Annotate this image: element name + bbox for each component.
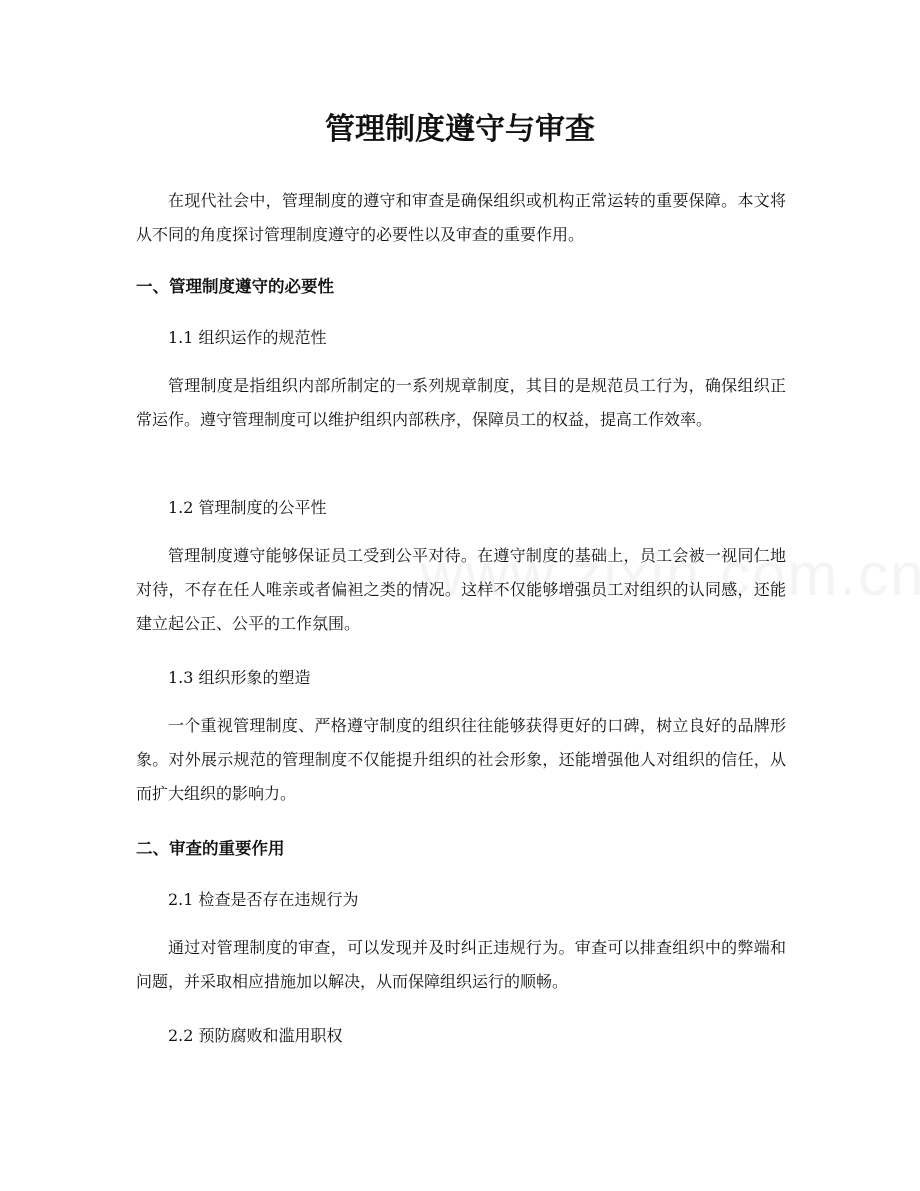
subsection-2-1-text: 通过对管理制度的审查，可以发现并及时纠正违规行为。审查可以排查组织中的弊端和问题，并采取相应措施加以解决，从而保障组织运行的顺畅。 [136,938,786,991]
intro-paragraph: 在现代社会中，管理制度的遵守和审查是确保组织或机构正常运转的重要保障。本文将从不同的角度探讨管理制度遵守的必要性以及审查的重要作用。 [136,191,786,244]
section-2-heading: 二、审查的重要作用 [136,839,285,858]
subsection-1-2-title: 1.2 管理制度的公平性 [168,498,327,517]
document-title: 管理制度遵守与审查 [325,112,595,147]
section-1-heading: 一、管理制度遵守的必要性 [136,277,334,296]
subsection-1-2-text: 管理制度遵守能够保证员工受到公平对待。在遵守制度的基础上，员工会被一视同仁地对待，不存在任人唯亲或者偏袒之类的情况。这样不仅能够增强员工对组织的认同感，还能建立起公正、公平的工作氛围。 [136,546,786,633]
subsection-2-2-title: 2.2 预防腐败和滥用职权 [168,1026,343,1045]
subsection-1-1-title: 1.1 组织运作的规范性 [168,328,327,347]
subsection-2-1-title: 2.1 检查是否存在违规行为 [168,890,359,909]
subsection-1-1-text: 管理制度是指组织内部所制定的一系列规章制度，其目的是规范员工行为，确保组织正常运作。遵守管理制度可以维护组织内部秩序，保障员工的权益，提高工作效率。 [136,376,786,429]
subsection-1-3-text: 一个重视管理制度、严格遵守制度的组织往往能够获得更好的口碑，树立良好的品牌形象。对外展示规范的管理制度不仅能提升组织的社会形象，还能增强他人对组织的信任，从而扩大组织的影响力。 [136,716,786,803]
subsection-1-3-title: 1.3 组织形象的塑造 [168,668,311,687]
